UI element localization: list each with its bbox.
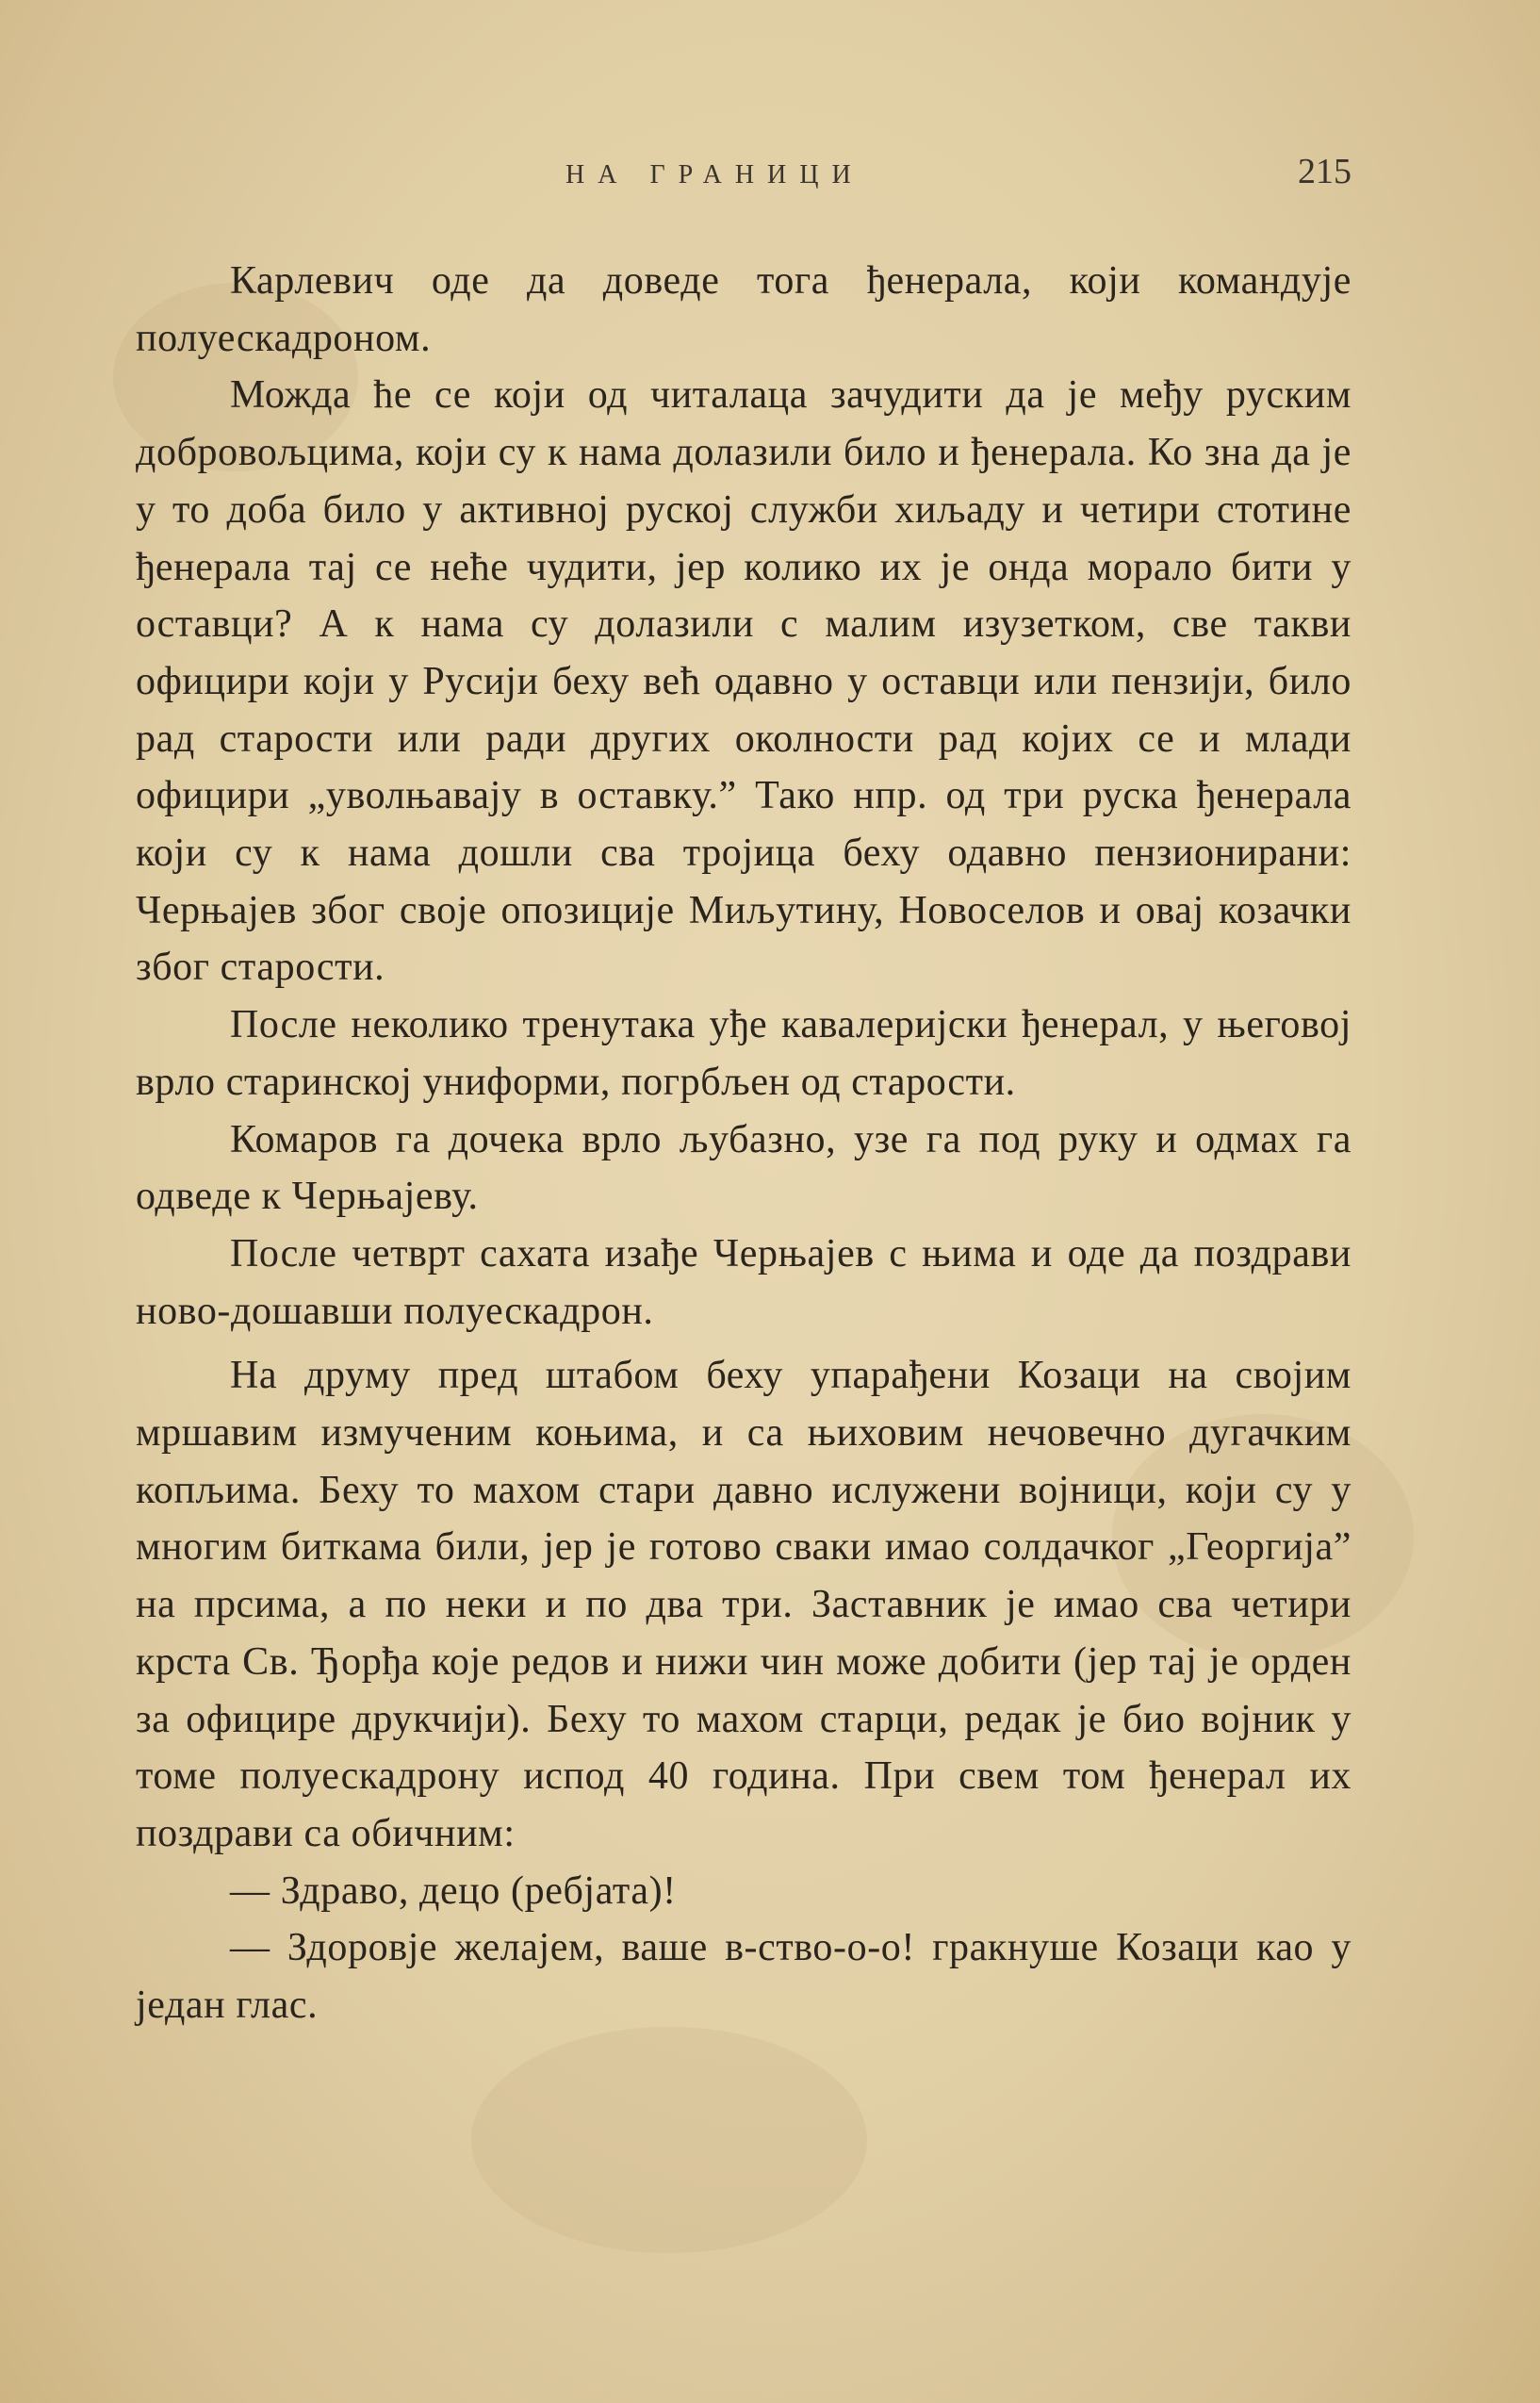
paragraph: На друму пред штабом беху упарађени Козаци на својим мршавим измученим коњима, и са њиховим нечовечно дугачким копљима. Беху то махом стари давно ислужени војници, који су у многим биткама били, јер је готово сваки имао солдачког „Георгија” на прсима, а по неки и по два три. Заставник је имао сва четири крста Св. Ђорђа које редов и нижи чин може добити (јер тај је орден за официре друкчији). Беху то махом старци, редак је био војник у томе полуескадрону испод 40 година. При свем том ђенерал их поздрави са обичним: <box>136 1354 1352 1855</box>
paragraph: Карлевич оде да доведе тога ђенерала, који командује полуескадроном. <box>136 259 1352 360</box>
body-text <box>136 253 1352 2034</box>
page-header <box>0 151 1540 207</box>
paragraph: Комаров га дочека врло љубазно, узе га под руку и одмах га одведе к Черњајеву. <box>136 1117 1352 1219</box>
paragraph: После четврт сахата изађе Черњајев с њима и оде да поздрави ново-дошавши полуескадрон. <box>136 1231 1352 1333</box>
paragraph: После неколико тренутака уђе кавалеријски ђенерал, у његовој врло старинској униформи, погрбљен од старости. <box>136 1003 1352 1104</box>
page-number: 215 <box>1298 152 1352 191</box>
dialogue-line: — Здоровје желајем, ваше в-ство-о-о! гракнуше Козаци као у један глас. <box>136 1926 1352 2028</box>
paragraph: Можда ће се који од читалаца зачудити да је међу руским добровољцима, који су к нама долазили било и ђенерала. Ко зна да је у то доба било у активној руској служби хиљаду и четири стотине ђенерала тај се неће чудити, јер колико их је онда морало бити у оставци? А к нама су долазили с малим изузетком, све такви официри који у Русији беху већ одавно у оставци или пензији, било рад старости или ради других околности рад којих се и млади официри „уволњавају в оставку.” Тако нпр. од три руска ђенерала који су к нама дошли сва тројица беху одавно пензионирани: Черњајев због своје опозиције Миљутину, Новоселов и овај козачки због старости. <box>136 373 1352 990</box>
paper-stain <box>471 2027 867 2253</box>
dialogue-line: — Здраво, децо (ребјата)! <box>230 1868 677 1913</box>
running-head: НА ГРАНИЦИ <box>565 160 864 189</box>
